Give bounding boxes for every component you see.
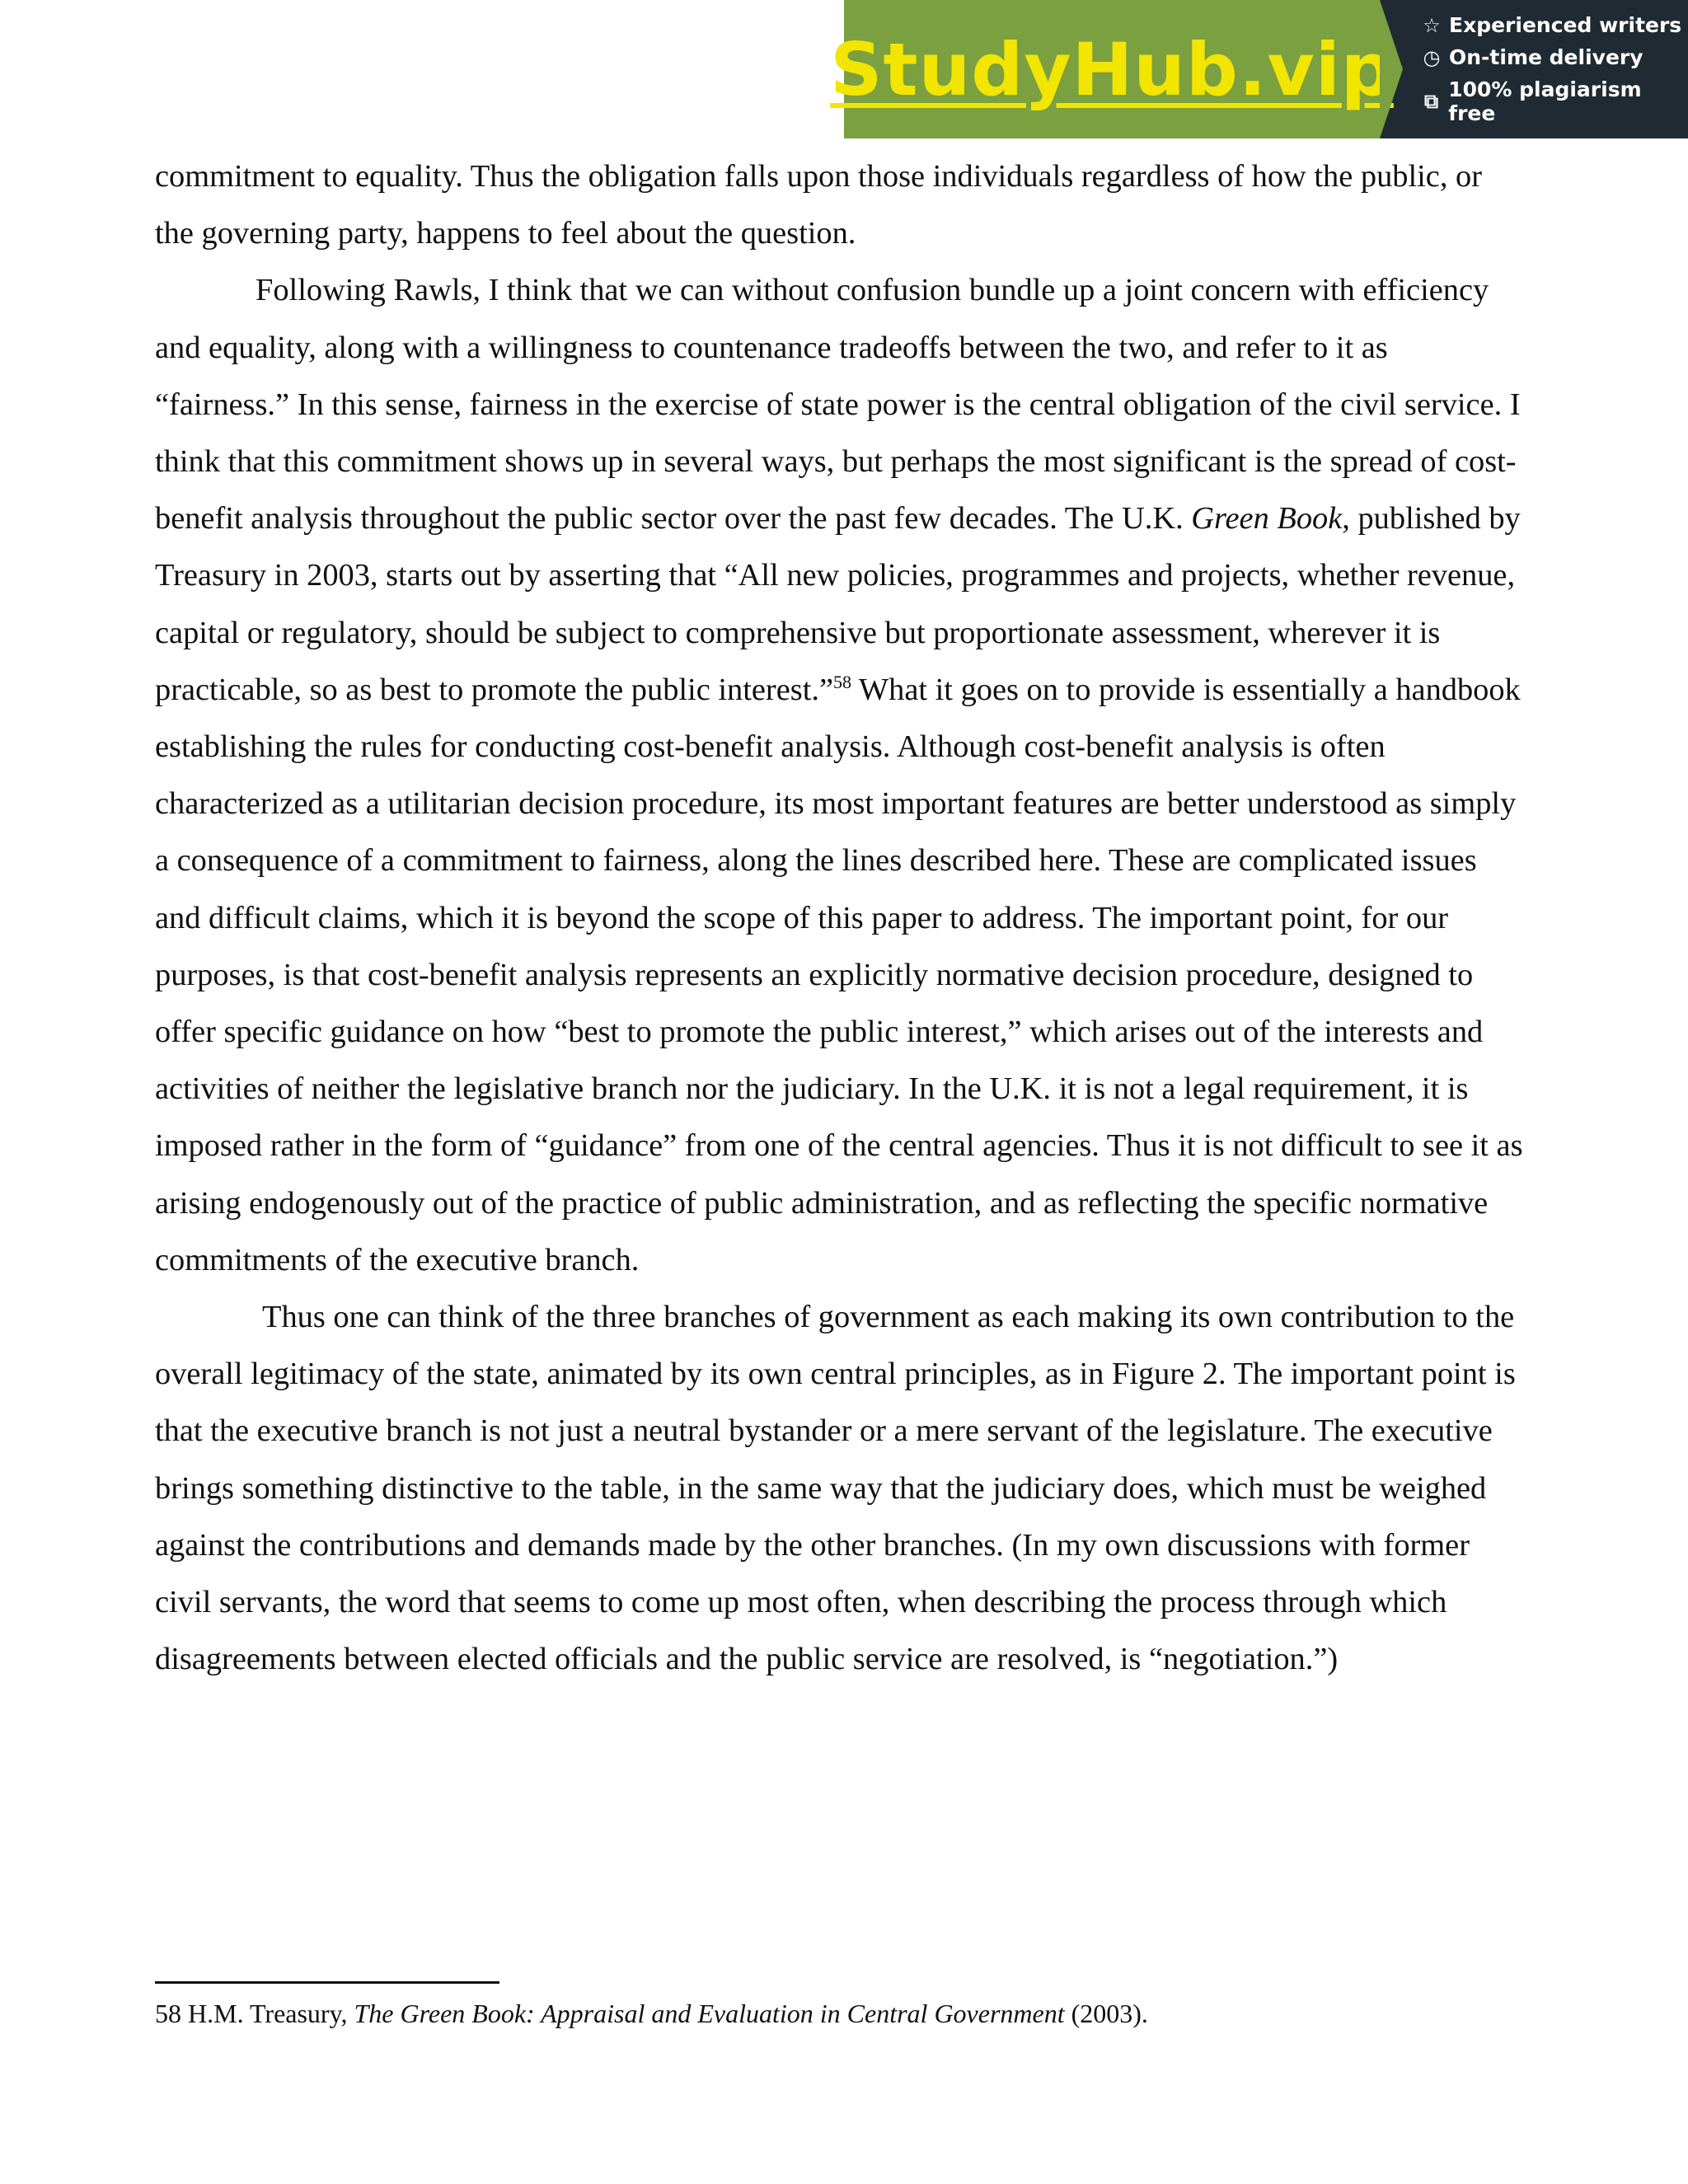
paragraph-2 — [155, 262, 1526, 1289]
studyhub-banner[interactable] — [830, 0, 1688, 138]
feature-item — [1421, 77, 1688, 125]
feature-label: 100% plagiarism free — [1448, 77, 1642, 125]
feature-list — [1380, 0, 1688, 138]
brand-logo[interactable] — [830, 0, 1394, 138]
feature-item — [1421, 13, 1688, 37]
paragraph-1: commitment to equality. Thus the obligation falls upon those individuals regardless of how the public, or the governing party, happens to feel about the question. — [155, 159, 1483, 251]
footnote-divider — [155, 1981, 499, 1984]
document-body — [155, 148, 1526, 1688]
footnote-author: H.M. Treasury, — [181, 1999, 354, 2028]
paragraph-2-part-c: What it goes on to provide is essentially a handbook establishing the rules for conducting cost-benefit analysis. Although cost-benefit analysis is often characterized as a utilitarian decision procedure, its most important features are better understood as simply a consequence of a commitment to fairness, along the lines described here. These are complicated issues and difficult claims, which it is beyond the scope of this paper to address. The important point, for our purposes, is that cost-benefit analysis represents an explicitly normative decision procedure, designed to offer specific guidance on how “best to promote the public interest,” which arises out of the interests and activities of neither the legislative branch nor the judiciary. In the U.K. it is not a legal requirement, it is imposed rather in the form of “guidance” from one of the central agencies. Thus it is not difficult to see it as arising endogenously out of the practice of public administration, and as reflecting the specific normative commitments of the executive branch. — [155, 672, 1523, 1277]
paragraph-3: Thus one can think of the three branches of government as each making its own contribution to the overall legitimacy of the state, animated by its own central principles, as in Figure 2. The important point is that the executive branch is not just a neutral bystander or a mere servant of the legislature. The executive brings something distinctive to the table, in the same way that the judiciary does, which must be weighed against the contributions and demands made by the other branches. (In my own discussions with former civil servants, the word that seems to come up most often, when describing the process through which disagreements between elected officials and the public service are resolved, is “negotiation.”) — [155, 1300, 1516, 1677]
footnote-number: 58 — [155, 1999, 181, 2028]
brand-name: StudyHub.vip — [830, 26, 1394, 112]
paragraph-2-part-b: , published by Treasury in 2003, starts out by asserting that “All new policies, programmes and projects, whether revenue, capital or regulatory, should be subject to comprehensive but proportionate assessment, wherever it is practicable, so as best to promote the public interest.” — [155, 501, 1521, 707]
paragraph-2-part-a: Following Rawls, I think that we can without confusion bundle up a joint concern with efficiency and equality, along with a willingness to countenance tradeoffs between the two, and refer to it as “fairness.” In this sense, fairness in the exercise of state power is the central obligation of the civil service. I think that this commitment shows up in several ways, but perhaps the most significant is the spread of cost-benefit analysis throughout the public sector over the past few decades. The U.K. — [155, 273, 1521, 537]
feature-label: On-time delivery — [1449, 45, 1643, 69]
copy-icon: ⧉ — [1424, 90, 1439, 113]
feature-label: Experienced writers — [1449, 13, 1682, 37]
footnote — [155, 1994, 1526, 2032]
footnote-year: (2003). — [1064, 1999, 1148, 2028]
star-icon: ☆ — [1423, 13, 1441, 37]
clock-icon: ◷ — [1423, 45, 1441, 69]
feature-item — [1421, 45, 1688, 69]
green-book-title: Green Book — [1191, 501, 1343, 537]
footnote-reference[interactable]: 58 — [833, 671, 851, 692]
footnote-title: The Green Book: Appraisal and Evaluation in Central Government — [354, 1999, 1065, 2028]
